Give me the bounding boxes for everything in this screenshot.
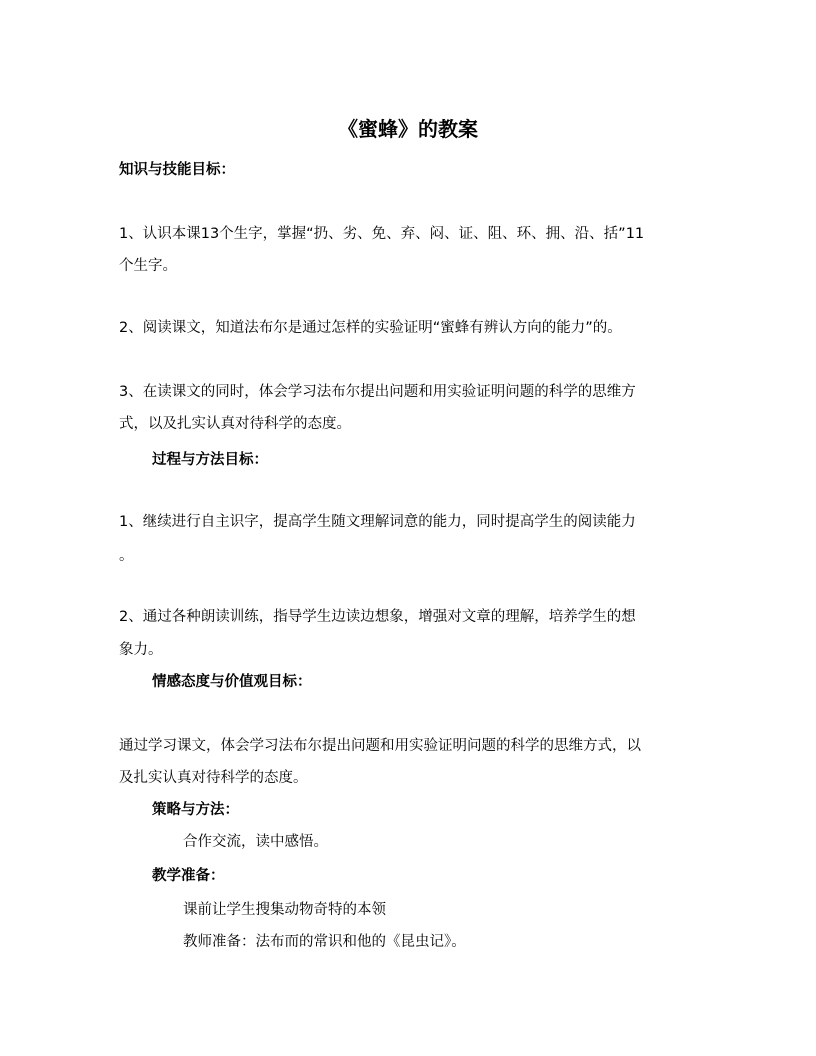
teaching-prep-item-1: 课前让学生搜集动物奇特的本领	[183, 902, 386, 918]
knowledge-item-2: 2、阅读课文，知道法布尔是通过怎样的实验证明“蜜蜂有辨认方向的能力”的。	[119, 320, 622, 336]
teaching-prep-heading: 教学准备：	[152, 868, 225, 884]
emotion-values-heading: 情感态度与价值观目标：	[152, 674, 312, 690]
knowledge-item-3-line-2: 式，以及扎实认真对待科学的态度。	[119, 416, 351, 432]
knowledge-skills-heading: 知识与技能目标：	[119, 162, 235, 178]
document-title: 《蜜蜂》的教案	[338, 117, 478, 141]
strategy-methods-heading: 策略与方法：	[152, 802, 239, 818]
knowledge-item-3-line-1: 3、在读课文的同时，体会学习法布尔提出问题和用实验证明问题的科学的思维方	[119, 384, 636, 400]
process-item-1-line-2: 。	[119, 548, 134, 564]
process-item-2-line-2: 象力。	[119, 642, 163, 658]
emotion-text-line-2: 及扎实认真对待科学的态度。	[119, 770, 308, 786]
teaching-prep-item-2: 教师准备：法布而的常识和他的《昆虫记》。	[183, 934, 466, 950]
process-item-2-line-1: 2、通过各种朗读训练，指导学生边读边想象，增强对文章的理解，培养学生的想	[119, 609, 636, 625]
process-methods-heading: 过程与方法目标：	[152, 452, 268, 468]
knowledge-item-1-line-2: 个生字。	[119, 258, 177, 274]
emotion-text-line-1: 通过学习课文，体会学习法布尔提出问题和用实验证明问题的科学的思维方式，以	[119, 738, 641, 754]
process-item-1-line-1: 1、继续进行自主识字，提高学生随文理解词意的能力，同时提高学生的阅读能力	[119, 514, 636, 530]
strategy-text: 合作交流，读中感悟。	[183, 834, 328, 850]
knowledge-item-1-line-1: 1、认识本课13个生字，掌握“扔、劣、免、弃、闷、证、阻、环、拥、沿、括”11	[119, 226, 645, 242]
